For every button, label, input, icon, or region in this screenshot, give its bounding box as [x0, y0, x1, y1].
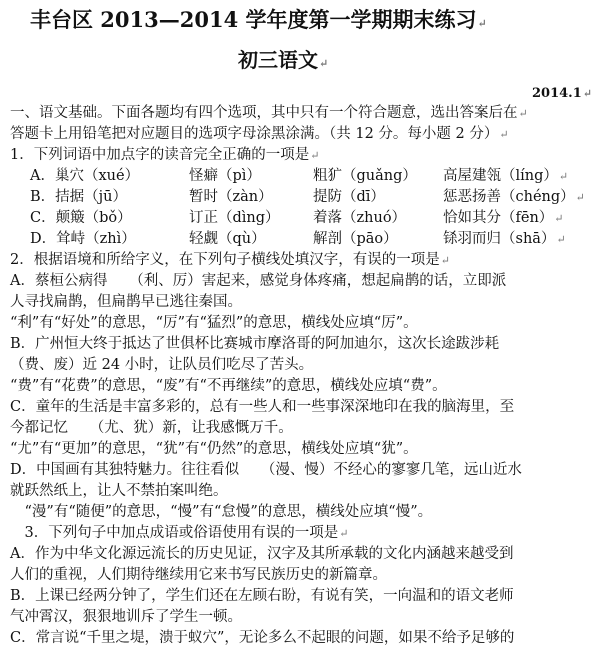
q1-option-d-4: 铩羽而归（shā）↵	[443, 231, 566, 247]
q1-option-a-2: 怪癖（pì）	[189, 168, 261, 184]
q1-option-d-3: 解剖（pāo）	[313, 231, 398, 247]
q2-line: 人寻找扁鹊，但扁鹊早已逃往秦国。	[10, 294, 242, 310]
q2-line: D．中国画有其独特魅力。往往看似 （漫、慢）不经心的寥寥几笔，远山近水	[10, 462, 522, 478]
q2-line: “费”有“花费”的意思，“废”有“不再继续”的意思，横线处应填“费”。	[10, 378, 447, 394]
q1-option-c-1: C．颠簸（bǒ）	[30, 210, 132, 226]
q2-line: “尤”有“更加”的意思，“犹”有“仍然”的意思，横线处应填“犹”。	[10, 441, 418, 457]
question-1-stem: 1．下列词语中加点字的读音完全正确的一项是↵	[10, 147, 320, 163]
q1-option-c-3: 着落（zhuó）	[313, 210, 407, 226]
q3-line: 气冲霄汉，狠狠地训斥了学生一顿。	[10, 609, 242, 625]
q2-line: B．广州恒大终于抵达了世俱杯比赛城市摩洛哥的阿加迪尔，这次长途跋涉耗	[10, 336, 500, 352]
q2-line: A．蔡桓公病得 （利、厉）害起来，感觉身体疼痛，想起扁鹊的话，立即派	[10, 273, 507, 289]
q1-option-a-4: 高屋建瓴（líng）↵	[443, 168, 569, 184]
q1-option-a-3: 粗犷（guǎng）	[313, 168, 417, 184]
q1-option-d-1: D．耸峙（zhì）	[30, 231, 136, 247]
q2-line: “漫”有“随便”的意思，“慢”有“怠慢”的意思，横线处应填“慢”。	[10, 504, 433, 520]
q2-line: C．童年的生活是丰富多彩的，总有一些人和一些事深深地印在我的脑海里，至	[10, 399, 515, 415]
q3-line: 人们的重视，人们期待继续用它来书写民族历史的新篇章。	[10, 567, 387, 583]
q3-line: C．常言说“千里之堤，溃于蚁穴”，无论多么不起眼的问题，如果不给予足够的	[10, 630, 515, 646]
q1-option-c-2: 订正（dìng）	[189, 210, 280, 226]
q1-option-b-4: 惩恶扬善（chéng）↵	[443, 189, 585, 205]
exam-date: 2014.1↵	[532, 86, 592, 101]
section-instruction-2: 答题卡上用铅笔把对应题目的选项字母涂黑涂满。（共 12 分。每小题 2 分）↵	[10, 126, 509, 142]
q2-line: 就跃然纸上，让人不禁拍案叫绝。	[10, 483, 228, 499]
exam-title: 丰台区 2013—2014 学年度第一学期期末练习↵	[30, 7, 487, 32]
section-instruction-1: 一、语文基础。下面各题均有四个选项，其中只有一个符合题意，选出答案后在↵	[10, 105, 528, 121]
q3-line: A．作为中华文化源远流长的历史见证，汉字及其所承载的文化内涵越来越受到	[10, 546, 514, 562]
q1-option-c-4: 恰如其分（fēn）↵	[443, 210, 564, 226]
exam-subtitle: 初三语文↵	[238, 48, 329, 72]
question-2-stem: 2．根据语境和所给字义，在下列句子横线处填汉字，有误的一项是↵	[10, 252, 450, 268]
q2-line: 今都记忆 （尤、犹）新，让我感慨万千。	[10, 420, 293, 436]
q3-line: B．上课已经两分钟了，学生们还在左顾右盼，有说有笑，一向温和的语文老师	[10, 588, 514, 604]
question-3-stem: 3．下列句子中加点成语或俗语使用有误的一项是↵	[10, 525, 349, 541]
q1-option-b-2: 暂时（zàn）	[189, 189, 273, 205]
q1-option-d-2: 轻觑（qù）	[189, 231, 266, 247]
q1-option-b-3: 提防（dī）	[313, 189, 385, 205]
q1-option-b-1: B．拮据（jū）	[30, 189, 127, 205]
q2-line: （费、废）近 24 小时，让队员们吃尽了苦头。	[10, 357, 314, 373]
q1-option-a-1: A．巢穴（xué）	[30, 168, 140, 184]
q2-line: “利”有“好处”的意思，“厉”有“猛烈”的意思，横线处应填“厉”。	[10, 315, 418, 331]
